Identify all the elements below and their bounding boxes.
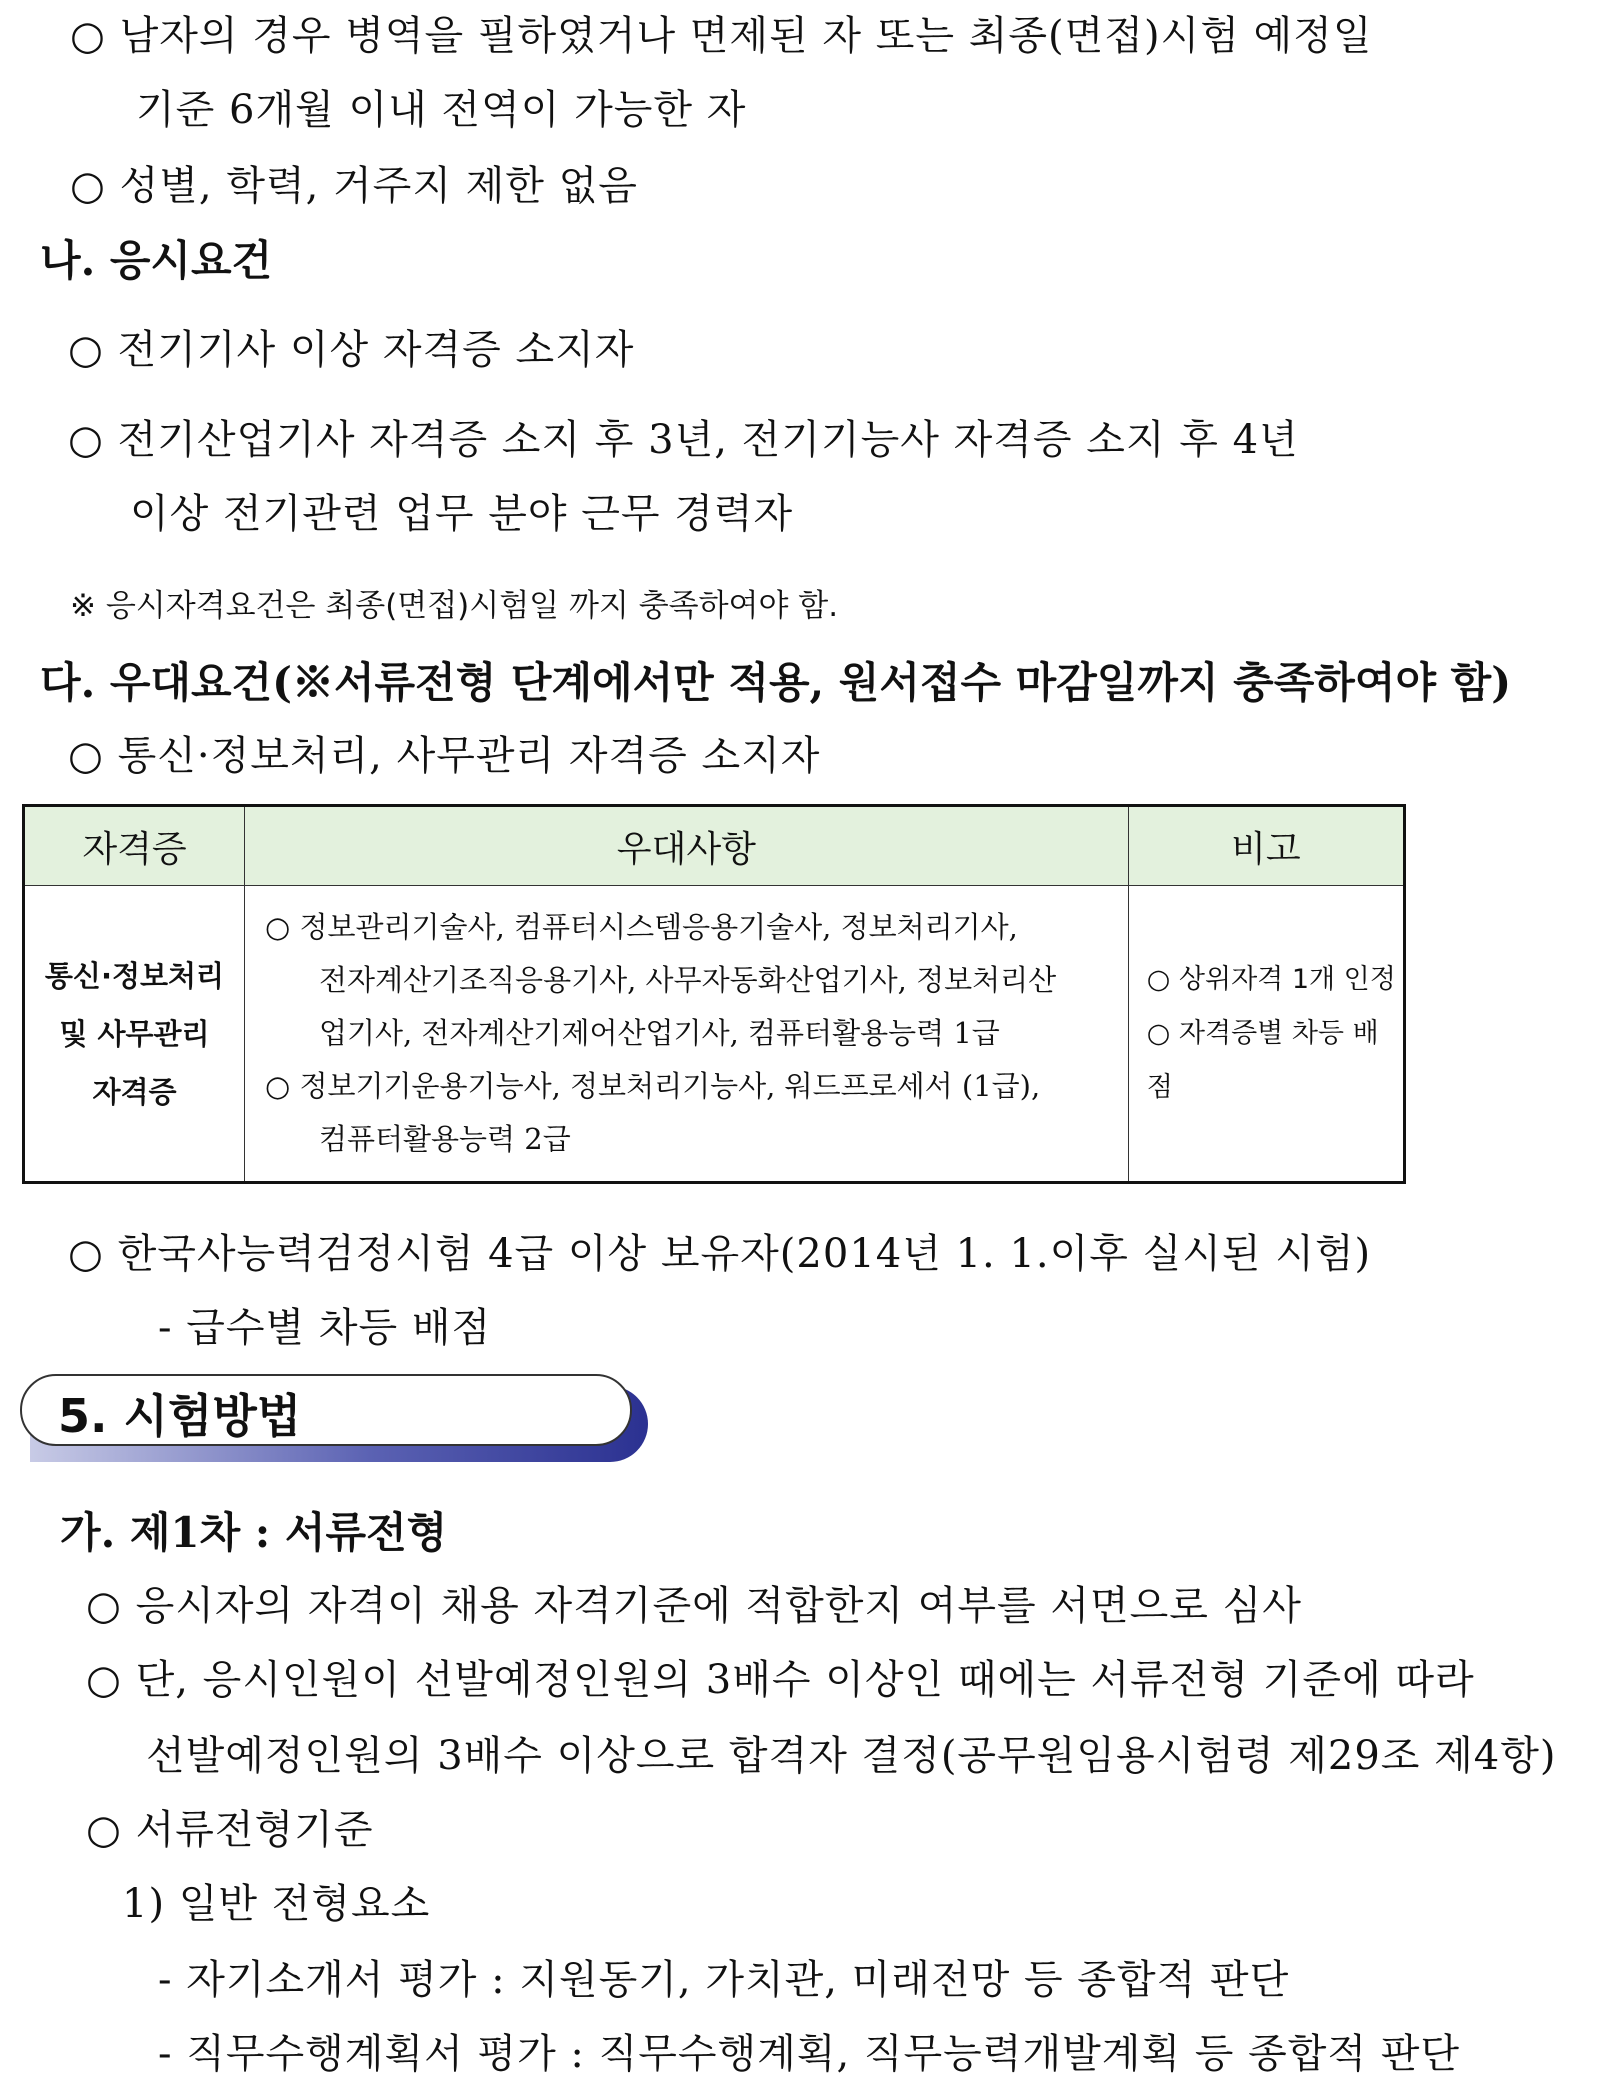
text-line: 기준 6개월 이내 전역이 가능한 자 — [136, 87, 747, 133]
text-line: ○ 한국사능력검정시험 4급 이상 보유자(2014년 1. 1.이후 실시된 시험) — [68, 1231, 1372, 1277]
text-line: 선발예정인원의 3배수 이상으로 합격자 결정(공무원임용시험령 제29조 제4항) — [146, 1733, 1557, 1779]
table-header-cell: 비고 — [1128, 806, 1404, 886]
section-banner — [20, 1374, 648, 1462]
cell-line: 통신·정보처리 — [44, 958, 225, 993]
cell-line: 컴퓨터활용능력 2급 — [318, 1122, 571, 1156]
cell-line: 업기사, 전자계산기제어산업기사, 컴퓨터활용능력 1급 — [318, 1016, 1000, 1050]
table-header-cell: 우대사항 — [244, 806, 1128, 886]
text-line: - 급수별 차등 배점 — [158, 1305, 492, 1351]
text-line: ○ 전기산업기사 자격증 소지 후 3년, 전기기능사 자격증 소지 후 4년 — [68, 417, 1299, 463]
text-line: - 자기소개서 평가 : 지원동기, 가치관, 미래전망 등 종합적 판단 — [158, 1957, 1290, 2003]
text-line: ○ 남자의 경우 병역을 필하였거나 면제된 자 또는 최종(면접)시험 예정일 — [70, 13, 1373, 59]
table-header-cell: 자격증 — [24, 806, 245, 886]
cell-line: 및 사무관리 — [59, 1016, 210, 1051]
table-row — [24, 886, 1405, 1183]
preferred-qualification-table — [22, 804, 1406, 1184]
cell-line: 전자계산기조직응용기사, 사무자동화산업기사, 정보처리산 — [318, 963, 1057, 997]
subsection-heading: 나. 응시요건 — [40, 236, 273, 285]
certificate-name-cell — [24, 886, 245, 1183]
note-text: ※ 응시자격요건은 최종(면접)시험일 까지 충족하여야 함. — [70, 588, 839, 624]
cell-line: ○ 정보관리기술사, 컴퓨터시스템응용기술사, 정보처리기사, — [264, 910, 1018, 944]
text-line: ○ 단, 응시인원이 선발예정인원의 3배수 이상인 때에는 서류전형 기준에 따라 — [86, 1657, 1475, 1703]
text-line: ○ 통신·정보처리, 사무관리 자격증 소지자 — [68, 733, 821, 779]
cell-line: ○ 정보기기운용기능사, 정보처리기능사, 워드프로세서 (1급), — [264, 1069, 1041, 1103]
cell-line: ○ 자격증별 차등 배점 — [1146, 1017, 1379, 1103]
subsection-heading: 다. 우대요건(※서류전형 단계에서만 적용, 원서접수 마감일까지 충족하여야 함) — [40, 658, 1512, 707]
subsection-heading: 가. 제1차 : 서류전형 — [60, 1508, 448, 1557]
text-line: - 직무수행계획서 평가 : 직무수행계획, 직무능력개발계획 등 종합적 판단 — [158, 2031, 1460, 2077]
text-line: ○ 성별, 학력, 거주지 제한 없음 — [70, 163, 638, 209]
text-line: ○ 전기기사 이상 자격증 소지자 — [68, 327, 635, 373]
table-header-row — [24, 806, 1405, 886]
cell-line: ○ 상위자격 1개 인정 — [1146, 963, 1396, 995]
text-line: 이상 전기관련 업무 분야 근무 경력자 — [130, 491, 794, 537]
benefit-cell — [244, 886, 1128, 1183]
text-line: ○ 응시자의 자격이 채용 자격기준에 적합한지 여부를 서면으로 심사 — [86, 1583, 1302, 1629]
remark-cell — [1128, 886, 1404, 1183]
cell-line: 자격증 — [92, 1074, 177, 1109]
text-line: 1) 일반 전형요소 — [122, 1881, 431, 1927]
section-title: 5. 시험방법 — [58, 1389, 302, 1443]
text-line: ○ 서류전형기준 — [86, 1807, 374, 1853]
